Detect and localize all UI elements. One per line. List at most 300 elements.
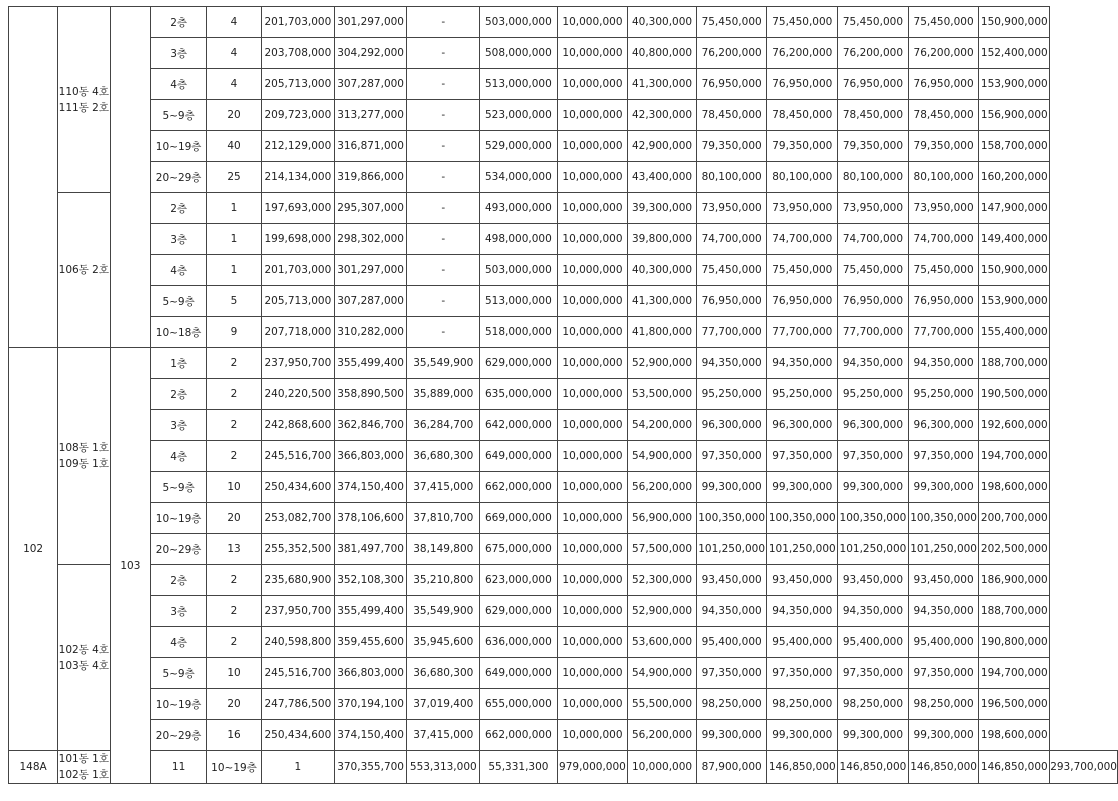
amount-cell: 669,000,000 — [480, 503, 557, 534]
amount-cell: 87,900,000 — [696, 751, 767, 784]
amount-cell: 201,703,000 — [262, 255, 335, 286]
amount-cell: 97,350,000 — [908, 658, 979, 689]
unit-count-cell: 20 — [206, 503, 261, 534]
amount-cell: 36,680,300 — [407, 658, 480, 689]
amount-cell: 76,200,000 — [696, 38, 767, 69]
floor-cell: 20~29층 — [151, 162, 207, 193]
amount-cell: 75,450,000 — [696, 255, 767, 286]
amount-cell: 39,800,000 — [628, 224, 697, 255]
amount-cell: 158,700,000 — [979, 131, 1050, 162]
amount-cell: 97,350,000 — [838, 441, 909, 472]
unit-count-cell: 16 — [206, 720, 261, 751]
floor-cell: 4층 — [151, 69, 207, 100]
amount-cell: 534,000,000 — [480, 162, 557, 193]
amount-cell: 10,000,000 — [557, 379, 628, 410]
amount-cell: 77,700,000 — [767, 317, 838, 348]
amount-cell: 56,900,000 — [628, 503, 697, 534]
table-row — [9, 224, 1118, 255]
amount-cell: 96,300,000 — [908, 410, 979, 441]
amount-cell: 188,700,000 — [979, 596, 1050, 627]
amount-cell: 307,287,000 — [334, 69, 407, 100]
amount-cell: 629,000,000 — [480, 348, 557, 379]
amount-cell: 52,900,000 — [628, 596, 697, 627]
amount-cell: 98,250,000 — [767, 689, 838, 720]
amount-cell: 79,350,000 — [696, 131, 767, 162]
amount-cell: 95,250,000 — [767, 379, 838, 410]
amount-cell: 358,890,500 — [334, 379, 407, 410]
unit-count-cell: 9 — [206, 317, 261, 348]
amount-cell: 355,499,400 — [334, 596, 407, 627]
amount-cell: 146,850,000 — [767, 751, 838, 784]
dong-ho-cell — [58, 565, 110, 751]
table-row — [9, 255, 1118, 286]
amount-cell: 10,000,000 — [557, 162, 628, 193]
amount-cell: 94,350,000 — [767, 596, 838, 627]
amount-cell: 95,400,000 — [767, 627, 838, 658]
amount-cell: 54,200,000 — [628, 410, 697, 441]
table-row — [9, 286, 1118, 317]
unit-count-cell: 25 — [206, 162, 261, 193]
amount-cell: 94,350,000 — [696, 596, 767, 627]
supply-price-table — [8, 6, 1118, 784]
amount-cell: 97,350,000 — [838, 658, 909, 689]
table-row — [9, 689, 1118, 720]
dong-ho-line: 108동 1호 — [58, 442, 110, 454]
amount-cell: 95,400,000 — [838, 627, 909, 658]
table-row — [9, 627, 1118, 658]
amount-cell: 250,434,600 — [262, 472, 335, 503]
amount-cell: 41,300,000 — [628, 286, 697, 317]
table-row — [9, 534, 1118, 565]
amount-cell: 253,082,700 — [262, 503, 335, 534]
amount-cell: 503,000,000 — [480, 255, 557, 286]
amount-cell: 298,302,000 — [334, 224, 407, 255]
amount-cell: 242,868,600 — [262, 410, 335, 441]
amount-cell: 245,516,700 — [262, 658, 335, 689]
dong-ho-cell — [58, 348, 110, 565]
amount-cell: 76,950,000 — [767, 286, 838, 317]
unit-count-cell: 2 — [206, 627, 261, 658]
amount-cell: 40,800,000 — [628, 38, 697, 69]
amount-cell: 237,950,700 — [262, 348, 335, 379]
amount-cell: 979,000,000 — [557, 751, 628, 784]
floor-cell: 3층 — [151, 596, 207, 627]
amount-cell: 94,350,000 — [838, 348, 909, 379]
amount-cell: - — [407, 69, 480, 100]
amount-cell: 10,000,000 — [557, 472, 628, 503]
amount-cell: 370,194,100 — [334, 689, 407, 720]
amount-cell: 100,350,000 — [908, 503, 979, 534]
amount-cell: 99,300,000 — [908, 720, 979, 751]
amount-cell: 10,000,000 — [557, 565, 628, 596]
unit-count-cell: 1 — [206, 224, 261, 255]
floor-cell: 20~29층 — [151, 534, 207, 565]
amount-cell: 76,950,000 — [696, 69, 767, 100]
amount-cell: 76,950,000 — [908, 286, 979, 317]
amount-cell: 74,700,000 — [767, 224, 838, 255]
amount-cell: 250,434,600 — [262, 720, 335, 751]
amount-cell: 366,803,000 — [334, 441, 407, 472]
floor-cell: 4층 — [151, 255, 207, 286]
amount-cell: 192,600,000 — [979, 410, 1050, 441]
dong-ho-cell — [58, 7, 110, 193]
amount-cell: - — [407, 7, 480, 38]
amount-cell: 99,300,000 — [696, 720, 767, 751]
amount-cell: 76,950,000 — [908, 69, 979, 100]
floor-cell: 5~9층 — [151, 100, 207, 131]
amount-cell: 35,549,900 — [407, 348, 480, 379]
amount-cell: 97,350,000 — [767, 441, 838, 472]
amount-cell: 146,850,000 — [979, 751, 1050, 784]
table-body — [9, 7, 1118, 784]
amount-cell: 35,945,600 — [407, 627, 480, 658]
unit-count-cell: 10 — [206, 472, 261, 503]
amount-cell: 240,220,500 — [262, 379, 335, 410]
amount-cell: 40,300,000 — [628, 7, 697, 38]
unit-count-cell: 1 — [262, 751, 335, 784]
amount-cell: 100,350,000 — [696, 503, 767, 534]
amount-cell: 635,000,000 — [480, 379, 557, 410]
amount-cell: 152,400,000 — [979, 38, 1050, 69]
amount-cell: 190,800,000 — [979, 627, 1050, 658]
amount-cell: 10,000,000 — [557, 69, 628, 100]
amount-cell: - — [407, 193, 480, 224]
amount-cell: 93,450,000 — [908, 565, 979, 596]
amount-cell: 10,000,000 — [557, 100, 628, 131]
amount-cell: 96,300,000 — [696, 410, 767, 441]
amount-cell: 188,700,000 — [979, 348, 1050, 379]
amount-cell: 35,210,800 — [407, 565, 480, 596]
amount-cell: 74,700,000 — [838, 224, 909, 255]
amount-cell: 366,803,000 — [334, 658, 407, 689]
amount-cell: 513,000,000 — [480, 69, 557, 100]
amount-cell: 207,718,000 — [262, 317, 335, 348]
amount-cell: 54,900,000 — [628, 441, 697, 472]
amount-cell: 146,850,000 — [838, 751, 909, 784]
amount-cell: 43,400,000 — [628, 162, 697, 193]
amount-cell: - — [407, 286, 480, 317]
amount-cell: 355,499,400 — [334, 348, 407, 379]
amount-cell: 100,350,000 — [838, 503, 909, 534]
amount-cell: - — [407, 162, 480, 193]
amount-cell: 352,108,300 — [334, 565, 407, 596]
amount-cell: 80,100,000 — [767, 162, 838, 193]
amount-cell: 37,019,400 — [407, 689, 480, 720]
amount-cell: 201,703,000 — [262, 7, 335, 38]
amount-cell: 198,600,000 — [979, 472, 1050, 503]
amount-cell: 10,000,000 — [557, 596, 628, 627]
amount-cell: 42,900,000 — [628, 131, 697, 162]
dong-ho-line: 109동 1호 — [58, 458, 110, 470]
amount-cell: 75,450,000 — [908, 7, 979, 38]
amount-cell: 523,000,000 — [480, 100, 557, 131]
amount-cell: 362,846,700 — [334, 410, 407, 441]
amount-cell: 94,350,000 — [908, 596, 979, 627]
dong-ho-line: 111동 2호 — [58, 101, 110, 114]
amount-cell: 99,300,000 — [767, 472, 838, 503]
amount-cell: 200,700,000 — [979, 503, 1050, 534]
amount-cell: 513,000,000 — [480, 286, 557, 317]
amount-cell: 194,700,000 — [979, 441, 1050, 472]
table-row — [9, 565, 1118, 596]
amount-cell: 97,350,000 — [696, 658, 767, 689]
amount-cell: 41,300,000 — [628, 69, 697, 100]
amount-cell: 73,950,000 — [696, 193, 767, 224]
amount-cell: 73,950,000 — [838, 193, 909, 224]
amount-cell: 642,000,000 — [480, 410, 557, 441]
amount-cell: 101,250,000 — [908, 534, 979, 565]
amount-cell: 205,713,000 — [262, 286, 335, 317]
dong-ho-line: 103동 4호 — [58, 659, 110, 672]
amount-cell: 10,000,000 — [557, 627, 628, 658]
amount-cell: 99,300,000 — [696, 472, 767, 503]
amount-cell: 73,950,000 — [767, 193, 838, 224]
table-row — [9, 69, 1118, 100]
amount-cell: 359,455,600 — [334, 627, 407, 658]
floor-cell: 2층 — [151, 379, 207, 410]
table-row — [9, 720, 1118, 751]
amount-cell: 149,400,000 — [979, 224, 1050, 255]
amount-cell: 94,350,000 — [838, 596, 909, 627]
amount-cell: 75,450,000 — [838, 7, 909, 38]
amount-cell: 503,000,000 — [480, 7, 557, 38]
floor-cell: 10~19층 — [151, 503, 207, 534]
amount-cell: 56,200,000 — [628, 472, 697, 503]
floor-cell: 10~18층 — [151, 317, 207, 348]
amount-cell: 56,200,000 — [628, 720, 697, 751]
unit-count-cell: 1 — [206, 255, 261, 286]
amount-cell: 10,000,000 — [557, 38, 628, 69]
unit-count-cell: 2 — [206, 441, 261, 472]
amount-cell: 10,000,000 — [557, 348, 628, 379]
amount-cell: 293,700,000 — [1050, 751, 1118, 784]
dong-ho-line: 110동 4호 — [58, 85, 110, 98]
amount-cell: 78,450,000 — [908, 100, 979, 131]
amount-cell: 75,450,000 — [838, 255, 909, 286]
amount-cell: 235,680,900 — [262, 565, 335, 596]
unit-count-cell: 20 — [206, 100, 261, 131]
table-row — [9, 441, 1118, 472]
amount-cell: 95,400,000 — [908, 627, 979, 658]
amount-cell: 205,713,000 — [262, 69, 335, 100]
amount-cell: 77,700,000 — [908, 317, 979, 348]
amount-cell: 55,331,300 — [480, 751, 557, 784]
amount-cell: 10,000,000 — [557, 658, 628, 689]
amount-cell: 209,723,000 — [262, 100, 335, 131]
floor-cell: 2층 — [151, 565, 207, 596]
table-row — [9, 348, 1118, 379]
amount-cell: 52,900,000 — [628, 348, 697, 379]
amount-cell: 662,000,000 — [480, 720, 557, 751]
amount-cell: 10,000,000 — [628, 751, 697, 784]
amount-cell: 75,450,000 — [767, 255, 838, 286]
table-row — [9, 162, 1118, 193]
amount-cell: 96,300,000 — [767, 410, 838, 441]
amount-cell: 78,450,000 — [767, 100, 838, 131]
amount-cell: 101,250,000 — [696, 534, 767, 565]
amount-cell: 76,200,000 — [838, 38, 909, 69]
amount-cell: 101,250,000 — [767, 534, 838, 565]
dong-ho-line: 106동 2호 — [58, 264, 110, 276]
floor-cell: 5~9층 — [151, 472, 207, 503]
amount-cell: 93,450,000 — [838, 565, 909, 596]
unit-count-cell: 2 — [206, 410, 261, 441]
amount-cell: 76,950,000 — [696, 286, 767, 317]
amount-cell: 196,500,000 — [979, 689, 1050, 720]
amount-cell: 76,200,000 — [908, 38, 979, 69]
floor-cell: 10~19층 — [206, 751, 261, 784]
amount-cell: 156,900,000 — [979, 100, 1050, 131]
amount-cell: 79,350,000 — [908, 131, 979, 162]
amount-cell: 10,000,000 — [557, 193, 628, 224]
floor-cell: 10~19층 — [151, 131, 207, 162]
floor-cell: 20~29층 — [151, 720, 207, 751]
floor-cell: 4층 — [151, 441, 207, 472]
unit-count-cell: 2 — [206, 348, 261, 379]
floor-cell: 2층 — [151, 7, 207, 38]
amount-cell: 147,900,000 — [979, 193, 1050, 224]
amount-cell: 93,450,000 — [767, 565, 838, 596]
amount-cell: 76,950,000 — [838, 69, 909, 100]
unit-count-cell: 40 — [206, 131, 261, 162]
unit-count-cell: 2 — [206, 596, 261, 627]
amount-cell: 10,000,000 — [557, 689, 628, 720]
dong-ho-cell — [58, 751, 110, 784]
amount-cell: 10,000,000 — [557, 224, 628, 255]
table-row — [9, 131, 1118, 162]
amount-cell: 37,415,000 — [407, 720, 480, 751]
amount-cell: 649,000,000 — [480, 658, 557, 689]
unit-count-cell: 20 — [206, 689, 261, 720]
table-row — [9, 7, 1118, 38]
unit-count-cell: 10 — [206, 658, 261, 689]
amount-cell: 240,598,800 — [262, 627, 335, 658]
amount-cell: 79,350,000 — [838, 131, 909, 162]
table-row — [9, 38, 1118, 69]
amount-cell: 10,000,000 — [557, 503, 628, 534]
amount-cell: 662,000,000 — [480, 472, 557, 503]
amount-cell: 97,350,000 — [767, 658, 838, 689]
amount-cell: 42,300,000 — [628, 100, 697, 131]
unit-count-cell: 4 — [206, 69, 261, 100]
amount-cell: 636,000,000 — [480, 627, 557, 658]
amount-cell: 97,350,000 — [696, 441, 767, 472]
amount-cell: 307,287,000 — [334, 286, 407, 317]
amount-cell: 10,000,000 — [557, 534, 628, 565]
amount-cell: 40,300,000 — [628, 255, 697, 286]
dong-ho-line: 102동 4호 — [58, 643, 110, 656]
amount-cell: 319,866,000 — [334, 162, 407, 193]
amount-cell: 153,900,000 — [979, 69, 1050, 100]
amount-cell: 96,300,000 — [838, 410, 909, 441]
amount-cell: 101,250,000 — [838, 534, 909, 565]
amount-cell: 95,250,000 — [838, 379, 909, 410]
amount-cell: 54,900,000 — [628, 658, 697, 689]
amount-cell: 498,000,000 — [480, 224, 557, 255]
unit-count-cell: 5 — [206, 286, 261, 317]
amount-cell: 94,350,000 — [767, 348, 838, 379]
amount-cell: 197,693,000 — [262, 193, 335, 224]
floor-cell: 3층 — [151, 38, 207, 69]
amount-cell: 77,700,000 — [838, 317, 909, 348]
amount-cell: 94,350,000 — [908, 348, 979, 379]
amount-cell: 194,700,000 — [979, 658, 1050, 689]
floor-cell: 10~19층 — [151, 689, 207, 720]
units-total-cell: 11 — [151, 751, 207, 784]
amount-cell: 202,500,000 — [979, 534, 1050, 565]
dong-ho-line: 102동 1호 — [58, 769, 110, 781]
floor-cell: 2층 — [151, 193, 207, 224]
table-row — [9, 751, 1118, 784]
amount-cell: 38,149,800 — [407, 534, 480, 565]
amount-cell: 493,000,000 — [480, 193, 557, 224]
amount-cell: 237,950,700 — [262, 596, 335, 627]
amount-cell: 10,000,000 — [557, 317, 628, 348]
table-row — [9, 472, 1118, 503]
table-row — [9, 379, 1118, 410]
table-row — [9, 596, 1118, 627]
floor-cell: 4층 — [151, 627, 207, 658]
amount-cell: 98,250,000 — [838, 689, 909, 720]
amount-cell: 57,500,000 — [628, 534, 697, 565]
floor-cell: 3층 — [151, 224, 207, 255]
amount-cell: 94,350,000 — [696, 348, 767, 379]
amount-cell: 99,300,000 — [767, 720, 838, 751]
amount-cell: 75,450,000 — [767, 7, 838, 38]
table-row — [9, 193, 1118, 224]
amount-cell: 623,000,000 — [480, 565, 557, 596]
amount-cell: 76,200,000 — [767, 38, 838, 69]
table-row — [9, 503, 1118, 534]
floor-cell: 1층 — [151, 348, 207, 379]
amount-cell: 553,313,000 — [407, 751, 480, 784]
amount-cell: 39,300,000 — [628, 193, 697, 224]
amount-cell: 100,350,000 — [767, 503, 838, 534]
floor-cell: 5~9층 — [151, 286, 207, 317]
amount-cell: 518,000,000 — [480, 317, 557, 348]
amount-cell: 374,150,400 — [334, 720, 407, 751]
amount-cell: 316,871,000 — [334, 131, 407, 162]
amount-cell: - — [407, 317, 480, 348]
amount-cell: 10,000,000 — [557, 255, 628, 286]
amount-cell: 98,250,000 — [908, 689, 979, 720]
amount-cell: - — [407, 131, 480, 162]
amount-cell: 10,000,000 — [557, 286, 628, 317]
amount-cell: 10,000,000 — [557, 720, 628, 751]
table-row — [9, 317, 1118, 348]
amount-cell: 93,450,000 — [696, 565, 767, 596]
amount-cell: 186,900,000 — [979, 565, 1050, 596]
unit-count-cell: 2 — [206, 565, 261, 596]
amount-cell: 36,680,300 — [407, 441, 480, 472]
amount-cell: 214,134,000 — [262, 162, 335, 193]
amount-cell: 77,700,000 — [696, 317, 767, 348]
unit-count-cell: 4 — [206, 38, 261, 69]
dong-ho-line: 101동 1호 — [58, 753, 110, 765]
amount-cell: 247,786,500 — [262, 689, 335, 720]
amount-cell: 313,277,000 — [334, 100, 407, 131]
amount-cell: 190,500,000 — [979, 379, 1050, 410]
amount-cell: 301,297,000 — [334, 7, 407, 38]
amount-cell: 245,516,700 — [262, 441, 335, 472]
amount-cell: 10,000,000 — [557, 441, 628, 472]
amount-cell: 155,400,000 — [979, 317, 1050, 348]
amount-cell: 301,297,000 — [334, 255, 407, 286]
amount-cell: 655,000,000 — [480, 689, 557, 720]
amount-cell: 98,250,000 — [696, 689, 767, 720]
amount-cell: 374,150,400 — [334, 472, 407, 503]
amount-cell: 675,000,000 — [480, 534, 557, 565]
